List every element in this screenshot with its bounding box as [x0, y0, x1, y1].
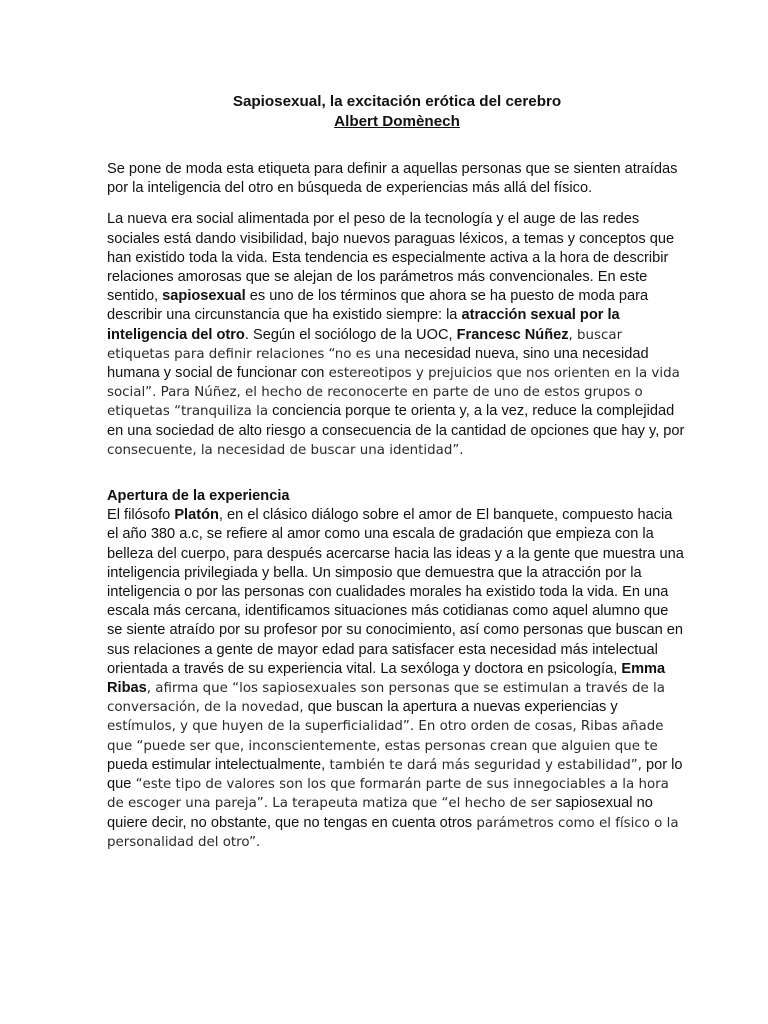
bold-term: atracción sexual por la inteligencia del otro: [107, 307, 620, 343]
quote-run: también te dará más seguridad y estabilidad”,: [325, 757, 642, 773]
document-page: [107, 92, 687, 852]
quote-run: , afirma que “los sapiosexuales son personas que se estimulan a través de la conversación, de la novedad,: [107, 681, 665, 716]
text-run: es uno de los términos que ahora se ha puesto de moda para describir una circunstancia que ha existido siempre: la: [107, 288, 649, 324]
text-run: , en el clásico diálogo sobre el amor de El banquete, compuesto hacia el año 380 a.c, se refiere al amor como una escala de gradación que empieza con la belleza del cuerpo, para después acercarse hacia las ideas y a la gente que muestra una inteligencia privilegiada y bella. Un simposio que demuestra que la atracción por la inteligencia o por las personas con cualidades morales ha existido toda la vida. En una escala más cercana, identificamos situaciones más cotidianas como aquel alumno que se siente atraído por su profesor por su conocimiento, así como personas que buscan en sus relaciones a gente de mayor edad para satisfacer esta necesidad más intelectual orientada a través de su experiencia vital. La sexóloga y doctora en psicología,: [107, 507, 684, 677]
text-run: pueda estimular intelectualmente,: [107, 756, 326, 773]
bold-name: Emma Ribas: [107, 660, 666, 697]
section-paragraph: [107, 506, 687, 852]
quote-run: estereotipos y prejuicios que nos orienten en la vida social”. Para Núñez, el hecho de reconocerte en parte de uno de estos grupos o etiquetas “tranquiliza la: [107, 366, 680, 420]
quote-run: “este tipo de valores son los que formarán parte de sus innegociables a la hora de escoger una pareja”. La terapeuta matiza que “el hecho de ser: [107, 777, 669, 812]
text-run: La nueva era social alimentada por el peso de la tecnología y el auge de las redes sociales está dando visibilidad, bajo nuevos paraguas léxicos, a temas y conceptos que han existido toda la vida. Esta tendencia es especialmente activa a la hora de describir relaciones amorosas que se alejan de los parámetros más convencionales. En este sentido,: [107, 211, 675, 305]
document-title: Sapiosexual, la excitación erótica del cerebro: [232, 93, 562, 110]
text-run: . Según el sociólogo de la UOC,: [244, 326, 457, 343]
document-header: [107, 92, 687, 132]
section-heading: Apertura de la experiencia: [107, 488, 290, 505]
text-run: que buscan la apertura a nuevas experiencias y: [303, 699, 618, 716]
body-paragraph: [107, 210, 687, 460]
text-run: El filósofo: [107, 507, 175, 524]
quote-run: estímulos, y que huyen de la superficialidad”. En otro orden de cosas, Ribas añade que “puede ser que, inconscientemente, estas personas crean que alguien que te: [107, 719, 664, 754]
intro-paragraph: Se pone de moda esta etiqueta para definir a aquellas personas que se sienten atraídas por la inteligencia del otro en búsqueda de experiencias más allá del físico.: [107, 161, 678, 197]
text-run: conciencia porque te orienta y, a la vez, reduce la complejidad en una sociedad de alto riesgo a consecuencia de la cantidad de opciones que hay y, por: [107, 403, 685, 439]
bold-term: sapiosexual: [162, 288, 246, 305]
text-run: sapiosexual no quiere decir, no obstante, que no tengas en cuenta otros: [107, 795, 653, 831]
bold-name: Platón: [174, 507, 219, 524]
text-run: por lo que: [107, 756, 683, 793]
quote-run: parámetros como el físico o la personalidad del otro”.: [107, 815, 679, 850]
quote-run: consecuente, la necesidad de buscar una identidad”.: [107, 442, 464, 458]
bold-name: Francesc Núñez: [456, 326, 569, 343]
text-run: necesidad nueva, sino una necesidad humana y social de funcionar con: [107, 345, 649, 382]
quote-run: , buscar etiquetas para definir relaciones “no es una: [107, 327, 623, 362]
document-author: Albert Domènech: [334, 113, 460, 130]
